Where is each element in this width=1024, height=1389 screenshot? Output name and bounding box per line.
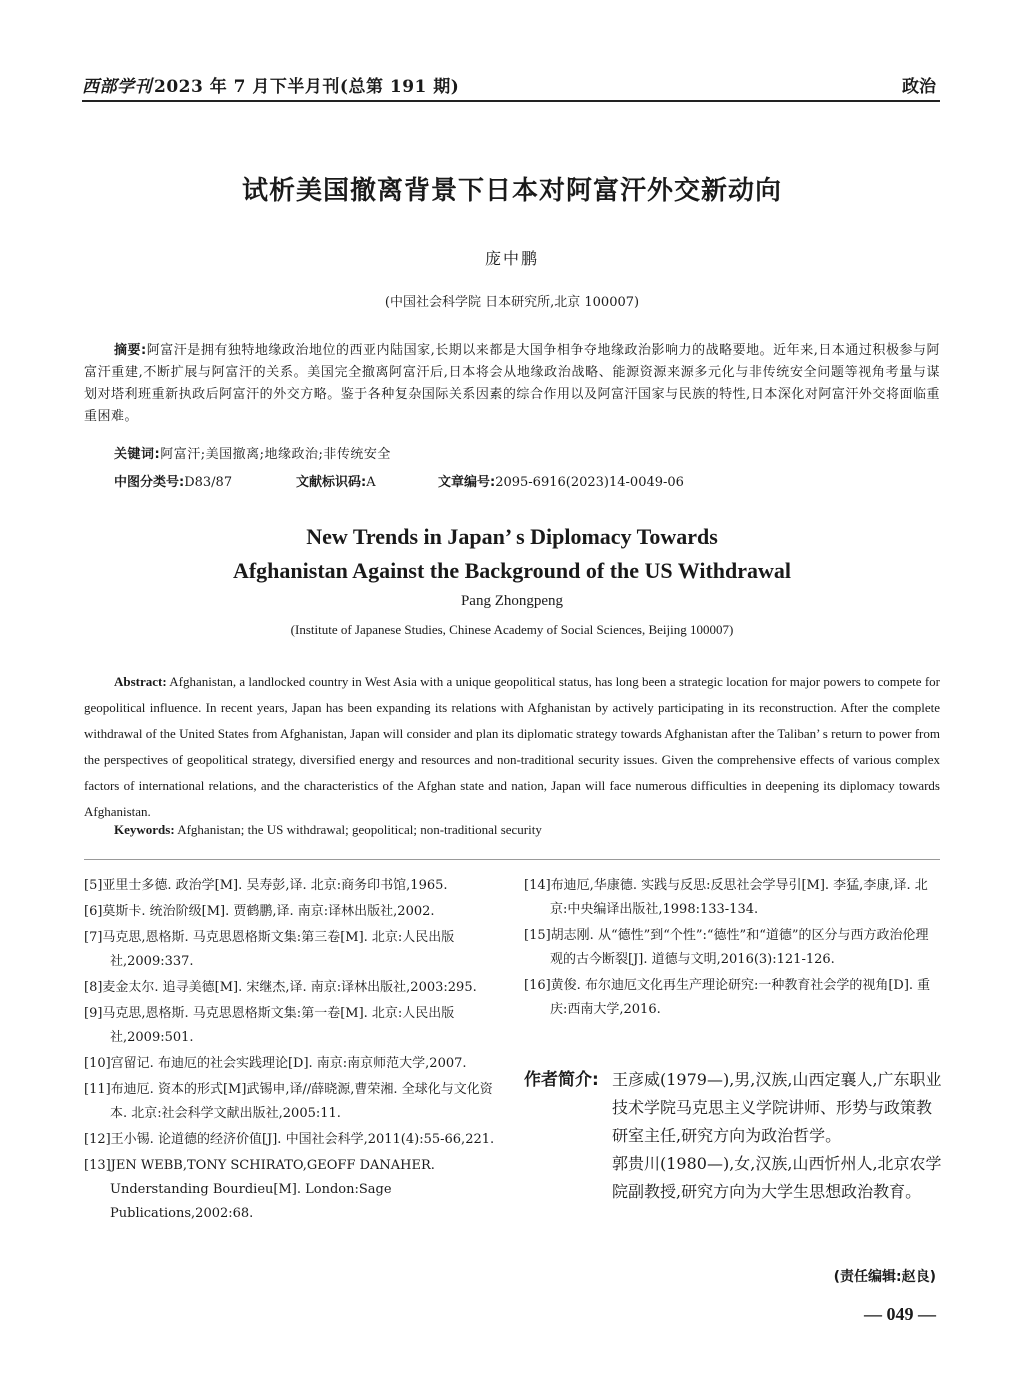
reference-item: [13]JEN WEBB,TONY SCHIRATO,GEOFF DANAHER. Understanding Bourdieu[M]. London:Sage Publications,2002:68.	[84, 1158, 435, 1221]
section-label: 政治	[902, 77, 936, 97]
article-title-cn: 试析美国撤离背景下日本对阿富汗外交新动向	[241, 176, 782, 206]
doc-code-label: 文献标识码:	[296, 475, 367, 490]
article-title-en-line2: Afghanistan Against the Background of the US Withdrawal	[232, 558, 792, 583]
abstract-cn-text: 阿富汗是拥有独特地缘政治地位的西亚内陆国家,长期以来都是大国争相争夺地缘政治影响力的战略要地。近年来,日本通过积极参与阿富汗重建,不断扩展与阿富汗的关系。美国完全撤离阿富汗后,日本将会从地缘政治战略、能源资源来源多元化与非传统安全问题等视角考量与谋划对塔利班重新执政后阿富汗的外交方略。鉴于各种复杂国际关系因素的综合作用以及阿富汗国家与民族的特性,日本深化对阿富汗外交将面临重重困难。	[84, 343, 940, 424]
references-left-column	[84, 874, 504, 1228]
references-right-column	[524, 874, 940, 1024]
author-bio-paragraph: 王彦威(1979—),男,汉族,山西定襄人,广东职业技术学院马克思主义学院讲师、形势与政策教研室主任,研究方向为政治哲学。	[612, 1070, 942, 1145]
abstract-en-text: Afghanistan, a landlocked country in West Asia with a unique geopolitical status, has long been a strategic location for major powers to compete for geopolitical influence. In recent years, Japan has been expanding its relations with Afghanistan by actively participating in its reconstruction. After the complete withdrawal of the United States from Afghanistan, Japan will consider and plan its diplomatic strategy towards Afghanistan after the Taliban’ s return to power from the perspectives of geopolitical strategy, diversified energy and resources and non-traditional security issues. Given the comprehensive effects of various complex factors of international relations, and the characteristics of the Afghan state and nation, Japan will face numerous difficulties in deepening its diplomacy towards Afghanistan.	[84, 674, 940, 819]
author-cn: 庞中鹏	[484, 249, 539, 268]
reference-item: [16]黄俊. 布尔迪厄文化再生产理论研究:一种教育社会学的视角[D]. 重庆:西南大学,2016.	[524, 978, 931, 1017]
abstract-en-label: Abstract:	[114, 674, 167, 689]
reference-item: [11]布迪厄. 资本的形式[M]武锡申,译//薛晓源,曹荣湘. 全球化与文化资本. 北京:社会科学文献出版社,2005:11.	[84, 1082, 493, 1121]
reference-item: [6]莫斯卡. 统治阶级[M]. 贾鹤鹏,译. 南京:译林出版社,2002.	[84, 904, 435, 919]
section-divider	[84, 859, 940, 860]
journal-logo: 西部学刊	[82, 77, 152, 97]
reference-item: [10]宫留记. 布迪厄的社会实践理论[D]. 南京:南京师范大学,2007.	[84, 1056, 467, 1071]
affiliation-cn: (中国社会科学院 日本研究所,北京 100007)	[384, 295, 640, 310]
clc-value: D83/87	[184, 475, 233, 490]
abstract-en	[84, 669, 940, 825]
keywords-cn	[114, 443, 391, 462]
author-bio	[524, 1066, 942, 1206]
reference-item: [15]胡志刚. 从“德性”到“个性”:“德性”和“道德”的区分与西方政治伦理观的古今断裂[J]. 道德与文明,2016(3):121-126.	[524, 928, 929, 967]
reference-item: [7]马克思,恩格斯. 马克思恩格斯文集:第三卷[M]. 北京:人民出版社,2009:337.	[84, 930, 455, 969]
clc-code	[114, 471, 232, 490]
keywords-cn-label: 关键词:	[114, 447, 161, 462]
abstract-cn	[84, 340, 940, 428]
clc-label: 中图分类号:	[114, 475, 185, 490]
doc-code	[296, 471, 376, 490]
affiliation-en: (Institute of Japanese Studies, Chinese Academy of Social Sciences, Beijing 100007)	[290, 622, 734, 637]
page-number: — 049 —	[864, 1304, 936, 1324]
doc-code-value: A	[366, 475, 376, 490]
reference-item: [9]马克思,恩格斯. 马克思恩格斯文集:第一卷[M]. 北京:人民出版社,2009:501.	[84, 1006, 455, 1045]
keywords-en	[114, 822, 542, 838]
responsible-editor: (责任编辑:赵良)	[833, 1269, 936, 1285]
author-bio-paragraph: 郭贵川(1980—),女,汉族,山西忻州人,北京农学院副教授,研究方向为大学生思想政治教育。	[612, 1154, 942, 1201]
reference-item: [8]麦金太尔. 追寻美德[M]. 宋继杰,译. 南京:译林出版社,2003:295.	[84, 980, 477, 995]
abstract-cn-label: 摘要:	[114, 343, 147, 358]
article-number	[438, 471, 684, 490]
reference-item: [14]布迪厄,华康德. 实践与反思:反思社会学导引[M]. 李猛,李康,译. 北京:中央编译出版社,1998:133-134.	[524, 878, 928, 917]
article-number-value: 2095-6916(2023)14-0049-06	[495, 475, 684, 490]
header-divider	[82, 100, 940, 102]
issue-info: 2023 年 7 月下半月刊(总第 191 期)	[154, 77, 460, 97]
reference-item: [5]亚里士多德. 政治学[M]. 吴寿彭,译. 北京:商务印书馆,1965.	[84, 878, 448, 893]
keywords-en-label: Keywords:	[114, 822, 175, 837]
author-bio-label: 作者简介:	[524, 1070, 599, 1090]
keywords-en-text: Afghanistan; the US withdrawal; geopolitical; non-traditional security	[177, 822, 542, 837]
article-title-en-line1: New Trends in Japan’ s Diplomacy Towards	[306, 524, 718, 549]
author-en: Pang Zhongpeng	[460, 593, 564, 609]
journal-header	[82, 72, 459, 97]
keywords-cn-text: 阿富汗;美国撤离;地缘政治;非传统安全	[160, 447, 391, 462]
article-number-label: 文章编号:	[438, 475, 496, 490]
reference-item: [12]王小锡. 论道德的经济价值[J]. 中国社会科学,2011(4):55-66,221.	[84, 1132, 495, 1147]
